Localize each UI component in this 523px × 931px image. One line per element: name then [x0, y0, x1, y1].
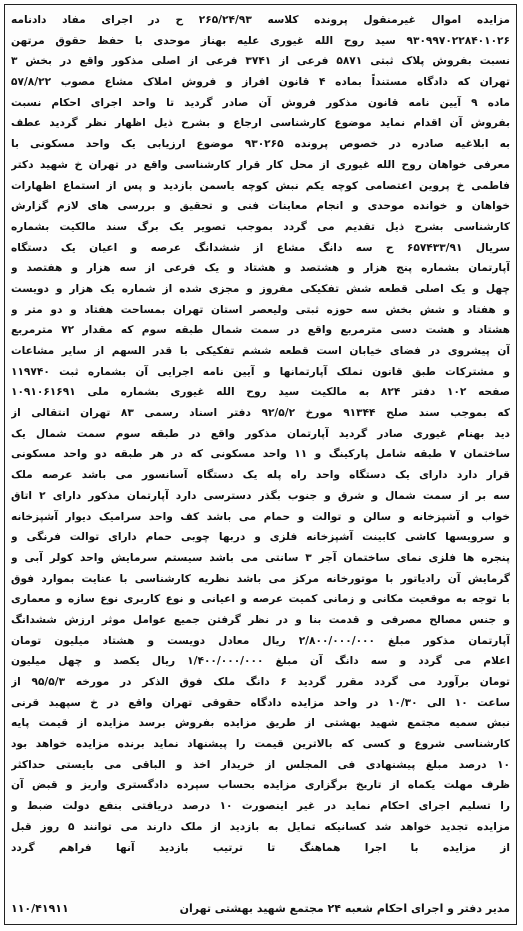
footer-signature: مدیر دفتر و اجرای احکام شعبه ۲۴ مجتمع شهید بهشتی تهران [179, 901, 510, 915]
notice-line: ظرف مهلت یکماه از تاریخ برگزاری مزایده بحساب سپرده دادگستری واریز و قبض آن [11, 779, 510, 792]
notice-line: هشتاد و هشت دسی مترمربع واقع در سمت شمال طبقه سوم که مقدار ۷۲ مترمربع [11, 324, 510, 337]
notice-line: بفروش آن اقدام نماید موضوع کارشناسی ارجاع و بشرح ذیل اظهار نظر گردید عطف [11, 117, 510, 130]
notice-line: ساعت ۱۰ الی ۱۰/۳۰ در واحد مزایده دادگاه حقوقی تهران واقع در خ سپهبد قرنی [11, 696, 510, 709]
notice-line: خواهان و خوانده موحدی و انجام معاینات فنی و تحقیق و بررسی های لازم گزارش [11, 200, 510, 213]
notice-line: و هفتاد و شش بخش سه حوزه ثبتی ولیعصر استان تهران بمساحت هفتاد و دو متر و [11, 303, 510, 316]
notice-line: با توجه به موقعیت مکانی و زمانی کمیت عرصه و اعیانی و نوع کاربری نوع سازه و معماری [11, 593, 510, 606]
notice-line: ۱۰ درصد مبلغ پیشنهادی فی المجلس از خریدار اخذ و الباقی می بایستی حداکثر [11, 758, 510, 771]
notice-body [11, 10, 510, 896]
notice-line: خواب و آشپزخانه و سالن و توالت و حمام می باشد کف واحد سرامیک دیوار آشپزخانه [11, 510, 510, 523]
notice-line: نبش سمیه مجتمع شهید بهشتی از طریق مزایده بفروش برسد مزایده از قیمت پایه [11, 717, 510, 730]
notice-line: پنجره ها فلزی نمای ساختمان آجر ۳ سانتی می باشد سیستم سرمایش واحد کولر آبی و [11, 551, 510, 564]
notice-line: سه بر از سمت شمال و شرق و جنوب بگذر دسترسی دارد آپارتمان مذکور دارای ۲ اتاق [11, 489, 510, 502]
legal-notice [4, 4, 517, 925]
notice-line: آن پیشروی در فضای خیابان است قطعه ششم تفکیکی با قدر السهم از سایر مشاعات [11, 345, 510, 357]
notice-line: از مزایده با اجرا هماهنگ تا ترتیب بازدید آنها فراهم گردد [11, 841, 510, 854]
notice-line: ساختمان ۷ طبقه شامل پارکینگ و ۱۱ واحد مسکونی که در هر طبقه دو واحد مسکونی [11, 448, 510, 461]
notice-line: قرار دارد دارای یک دستگاه واحد راه پله یک دستگاه آسانسور می باشد عرصه ملک [11, 469, 510, 482]
notice-line: مزایده اموال غیرمنقول پرونده کلاسه ۲۶۵/۲۴/۹۳ ح در اجرای مفاد دادنامه [11, 14, 510, 26]
footer-code: ۱۱۰/۴۱۹۱۱ [11, 901, 69, 915]
notice-line: نسبت بفروش پلاک ثبتی ۵۸۷۱ فرعی از ۳۷۴۱ فرعی از اصلی مذکور واقع در بخش ۳ [11, 55, 510, 68]
notice-line: اعلام می گردد و سه دانگ آن مبلغ ۱/۴۰۰/۰۰۰/۰۰۰ ریال یکصد و چهل میلیون [11, 655, 510, 668]
notice-line: و جنس مصالح مصرفی و قدمت بنا و در نظر گرفتن جمیع عوامل موثر ارزش ششدانگ [11, 613, 510, 626]
notice-line: چهل و یک اصلی قطعه شش تفکیکی مفروز و مجزی شده از شماره یک هزار و دویست [11, 282, 510, 295]
notice-line: ماده ۹ آیین نامه قانون مذکور فروش آن صادر گردید تا واحد اجرای احکام نسبت [11, 96, 510, 109]
notice-line: ۹۳۰۹۹۷۰۲۲۸۴۰۱۰۲۶ سید روح الله غیوری علیه بهناز موحدی با حفظ حقوق مرتهن [11, 34, 510, 47]
notice-line: و سرویسها کاشی کابینت آشپزخانه فلزی و دربها چوبی حمام دارای توالت فرنگی و [11, 531, 510, 544]
notice-line: کارشناسی شروع و کسی که بالاترین قیمت را پیشنهاد نماید برنده مزایده خواهد بود [11, 738, 510, 751]
notice-footer [11, 898, 510, 918]
notice-line: را تسلیم اجرای احکام نماید در غیر اینصورت ۱۰ درصد دریافتی بنفع دولت ضبط و [11, 800, 510, 813]
notice-line: تومان برآورد می گردد مقرر گردید ۶ دانگ ملک فوق الذکر در مورخه ۹۵/۵/۳ از [11, 676, 510, 688]
notice-line: آپارتمان بشماره پنج هزار و هشتصد و هشتاد و یک فرعی از سه هزار و هفتصد و [11, 262, 510, 275]
notice-line: سریال ۶۵۷۴۳۳/۹۱ ح سه دانگ مشاع از ششدانگ عرصه و اعیان یک دستگاه [11, 241, 510, 254]
notice-line: کارشناسی بشرح ذیل تقدیم می گردد بموجب تصویر یک برگ سند مالکیت بشماره [11, 220, 510, 233]
notice-line: گرمایش آن رادیاتور با موتورخانه مرکز می باشد نظریه کارشناسی با عنایت بموارد فوق [11, 572, 510, 585]
notice-line: صفحه ۱۰۲ دفتر ۸۲۴ به مالکیت سید روح الله غیوری بشماره ملی ۱۰۹۱۰۶۱۶۹۱ [11, 386, 510, 399]
notice-line: دید بهنام غیوری صادر گردید آپارتمان مذکور واقع در طبقه سوم سمت شمال یک [11, 427, 510, 440]
notice-line: تهران که دادگاه مستنداً بماده ۴ قانون افراز و فروش املاک مشاع مصوب ۵۷/۸/۲۲ [11, 76, 510, 89]
notice-line: مزایده تجدید خواهد شد کسانیکه تمایل به بازدید از ملک دارند می توانند ۵ روز قبل [11, 820, 510, 833]
notice-line: معرفی خواهان روح الله غیوری از محل کار قرار کارشناسی واقع در تهران خ شهید دکتر [11, 158, 510, 171]
notice-line: و مشترکات طبق قانون تملک آپارتمانها و آیین نامه اجرایی آن بشماره ثبت ۱۱۹۷۴۰ [11, 365, 510, 378]
notice-line: فاطمی خ پروین اعتصامی کوچه یکم نبش کوچه یاسمن بازدید و پس از استماع اظهارات [11, 179, 510, 192]
notice-line: که بموجب سند صلح ۹۱۳۴۴ مورخ ۹۲/۵/۲ دفتر اسناد رسمی ۸۳ تهران انتقالی از [11, 407, 510, 420]
notice-line: به ابلاغیه صادره در خصوص پرونده ۹۳۰۲۶۵ موضوع ارزیابی یک واحد مسکونی با [11, 138, 510, 151]
notice-line: آپارتمان مذکور مبلغ ۲/۸۰۰/۰۰۰/۰۰۰ ریال معادل دویست و هشتاد میلیون تومان [11, 634, 510, 647]
